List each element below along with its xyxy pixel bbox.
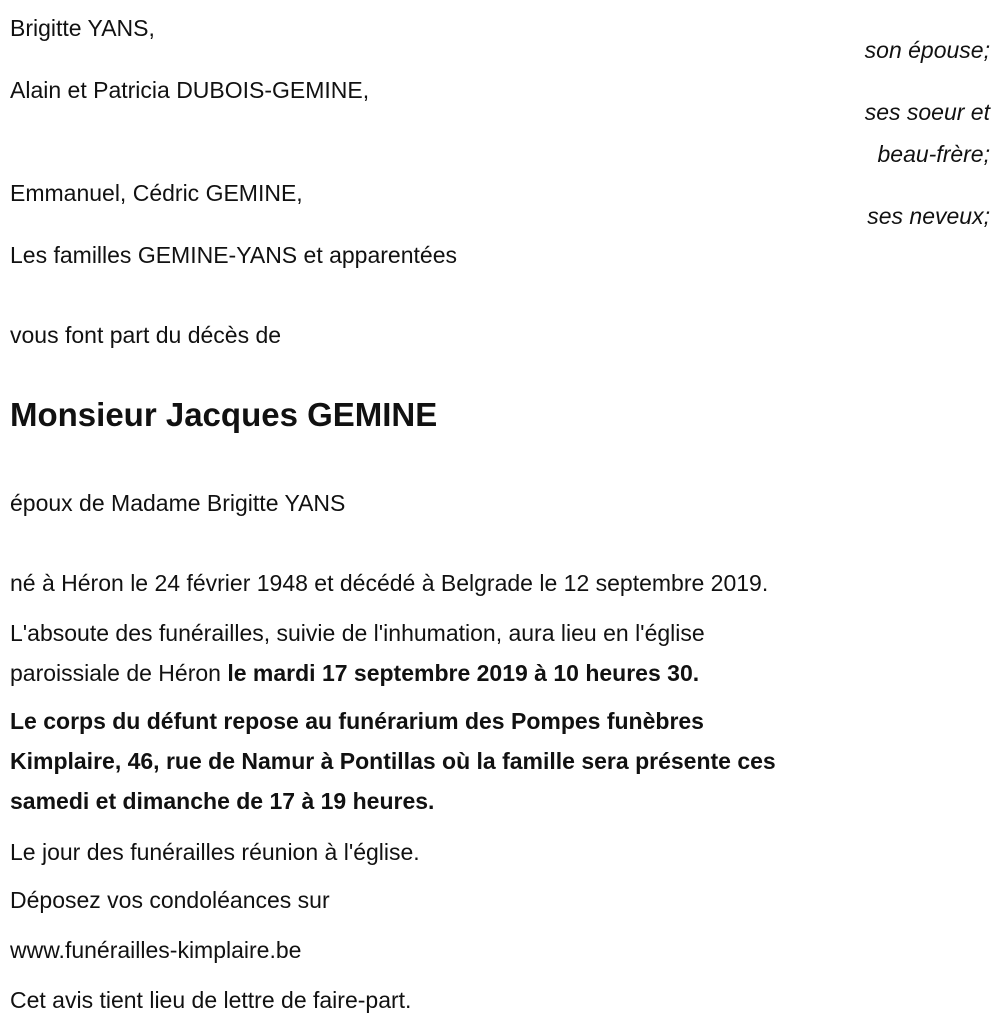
announce-text: vous font part du décès de [10,322,282,348]
deceased-name: Monsieur Jacques GEMINE [10,396,438,433]
relation-2a: ses soeur et [864,99,990,125]
family-member-4: Les familles GEMINE-YANS et apparentées [10,242,457,268]
birth-death-line: né à Héron le 24 février 1948 et décédé à Belgrade le 12 septembre 2019. [10,570,769,596]
spouse-line: époux de Madame Brigitte YANS [10,490,346,516]
closing-line: Cet avis tient lieu de lettre de faire-part. [10,987,412,1013]
ceremony-place: paroissiale de Héron [10,660,228,686]
family-member-2: Alain et Patricia DUBOIS-GEMINE, [10,77,370,103]
ceremony-date: le mardi 17 septembre 2019 à 10 heures 30. [227,660,700,686]
website-link[interactable]: www.funérailles-kimplaire.be [10,937,302,963]
reunion-line: Le jour des funérailles réunion à l'église. [10,839,420,865]
ceremony-line-2 [10,659,699,687]
relation-2b: beau-frère; [877,141,990,167]
family-member-1: Brigitte YANS, [10,15,155,41]
condolences-line: Déposez vos condoléances sur [10,887,330,913]
funerarium-line-3: samedi et dimanche de 17 à 19 heures. [10,788,435,814]
relation-3: ses neveux; [867,203,990,229]
relation-1: son épouse; [864,37,990,63]
funerarium-line-2: Kimplaire, 46, rue de Namur à Pontillas où la famille sera présente ces [10,748,776,774]
ceremony-line-1: L'absoute des funérailles, suivie de l'inhumation, aura lieu en l'église [10,620,705,646]
funerarium-line-1: Le corps du défunt repose au funérarium des Pompes funèbres [10,708,704,734]
family-member-3: Emmanuel, Cédric GEMINE, [10,180,303,206]
